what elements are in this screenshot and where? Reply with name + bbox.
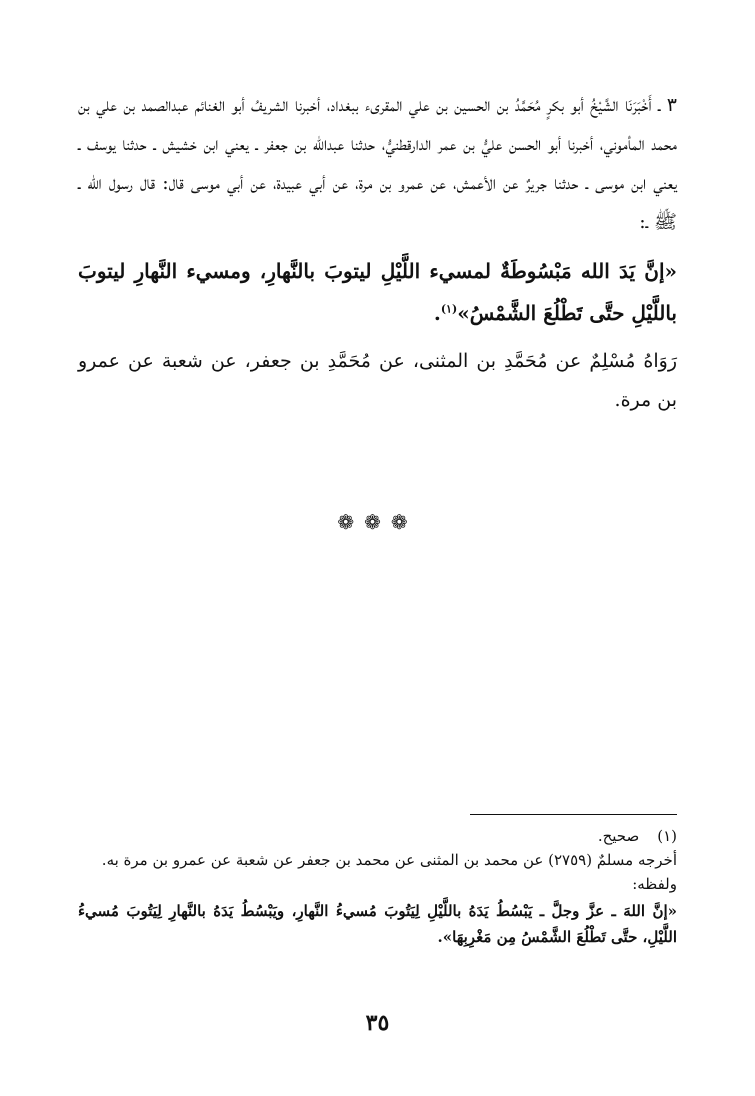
- main-text: [78, 86, 677, 420]
- hadith-period: .: [433, 301, 441, 325]
- footnote-takhrij: أخرجه مسلمٌ (٢٧٥٩) عن محمد بن المثنى عن محمد بن جعفر عن شعبة عن عمرو بن مرة به.: [101, 851, 677, 869]
- page-number: ٣٥: [365, 1010, 390, 1036]
- isnad-paragraph: ٣ ـ أَخْبَرَنَا الشَّيْخُ أبو بكرٍ مُحَمَّدُ بن الحسين بن علي المقرىء ببغداد، أخبرنا الشريفُ أبو الغنائم عبدالصمد بن علي بن محمد المأموني، أخبرنا أبو الحسن عليُّ بن عمر الدارقطنيُّ، حدثنا عبدالله بن جعفر ـ يعني ابن خشيش ـ حدثنا يوسف ـ يعني ابن موسى ـ حدثنا جريرٌ عن الأعمش، عن عمرو بن مرة، عن أبي عبيدة، عن أبي موسى قال: قال رسول الله ـ ﷺ ـ:: [78, 94, 677, 233]
- footnote-grade: صحيح.: [597, 827, 640, 845]
- riwaya-paragraph: رَوَاهُ مُسْلِمٌ عن مُحَمَّدِ بن المثنى، عن مُحَمَّدِ بن جعفر، عن شعبة عن عمرو بن مرة.: [78, 350, 677, 411]
- hadith-text: [78, 250, 677, 334]
- footnote-wording-label: ولفظه:: [632, 875, 677, 893]
- footnote-number: (١): [657, 827, 677, 845]
- footnote-wording: «إنَّ اللهَ ـ عزَّ وجلَّ ـ يَبْسُطُ يَدَهُ باللَّيْلِ لِيَتُوبَ مُسيءُ النَّهارِ، ويَبْسُطُ يَدَهُ بالنَّهارِ لِيَتُوبَ مُسيءُ اللَّيْلِ، حتَّى تَطْلُعَ الشَّمْسُ مِن مَغْرِبِهَا».: [78, 902, 677, 946]
- section-separator-ornament: ❁❁❁: [337, 510, 418, 534]
- footnote-grade-line: [78, 824, 677, 848]
- footnote-divider: [470, 814, 677, 815]
- footnotes-section: [78, 824, 677, 950]
- hadith-body: «إنَّ يَدَ الله مَبْسُوطَةٌ لمسيء اللَّيْلِ ليتوبَ بالنَّهارِ، ومسيء النَّهارِ ليتوبَ باللَّيْلِ حتَّى تَطْلُعَ الشَّمْسُ»: [78, 259, 677, 325]
- footnote-reference[interactable]: (١): [440, 302, 458, 316]
